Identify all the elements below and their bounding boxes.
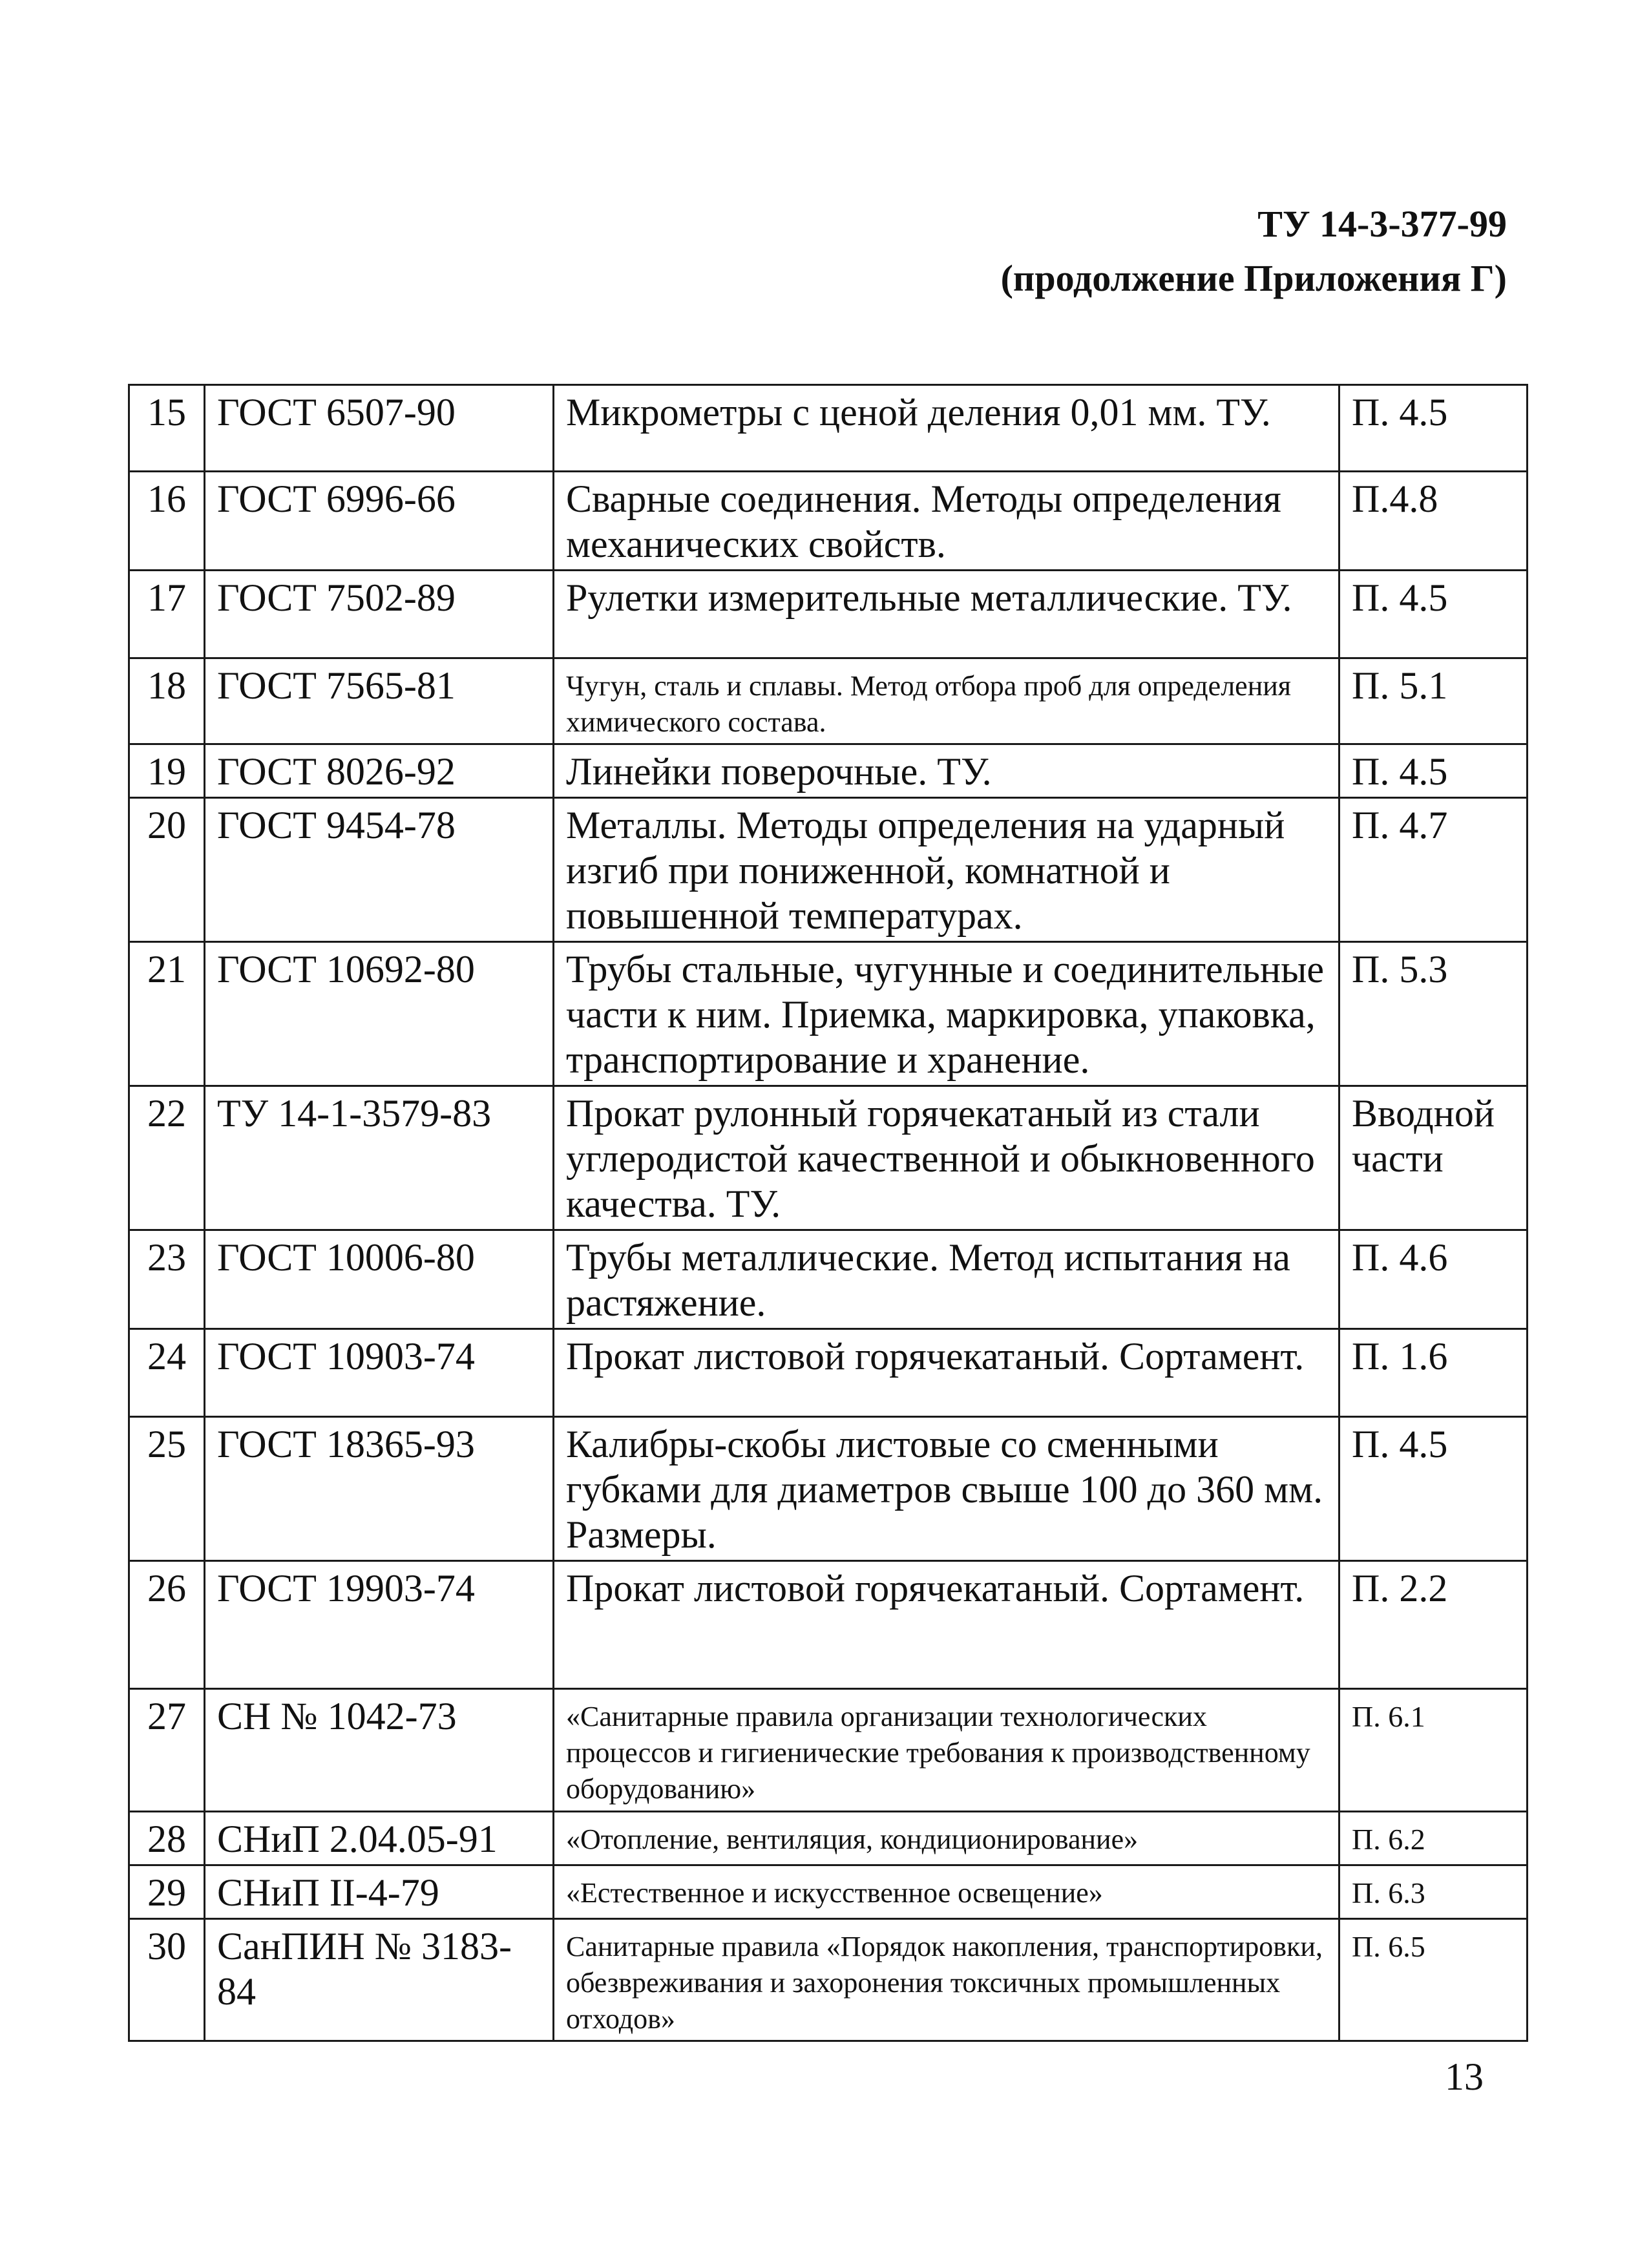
document-code-cell: ГОСТ 10692-80 [205, 942, 554, 1086]
table-row [129, 744, 1528, 798]
document-title-cell: Линейки поверочные. ТУ. [554, 744, 1339, 798]
table-row [129, 1865, 1528, 1919]
row-number: 16 [129, 472, 205, 571]
table-row [129, 658, 1528, 744]
document-code-cell: ТУ 14-1-3579-83 [205, 1086, 554, 1230]
document-code-cell: ГОСТ 10006-80 [205, 1230, 554, 1329]
clause-reference-cell: П. 4.5 [1339, 571, 1528, 658]
clause-reference-cell: П. 5.1 [1339, 658, 1528, 744]
clause-reference-cell: Вводной части [1339, 1086, 1528, 1230]
clause-reference-cell: П. 1.6 [1339, 1329, 1528, 1417]
document-code-cell: ГОСТ 19903-74 [205, 1561, 554, 1689]
table-row [129, 1812, 1528, 1865]
page-number: 13 [1445, 2055, 1484, 2098]
row-number: 23 [129, 1230, 205, 1329]
document-title-cell: Металлы. Методы определения на ударный изгиб при пониженной, комнатной и повышенной температурах. [554, 798, 1339, 942]
document-code-cell: СНиП 2.04.05-91 [205, 1812, 554, 1865]
table-row [129, 1086, 1528, 1230]
document-code-cell: СанПИН № 3183-84 [205, 1919, 554, 2041]
table-row [129, 472, 1528, 571]
document-title-cell: Сварные соединения. Методы определения механических свойств. [554, 472, 1339, 571]
document-title-cell: Прокат листовой горячекатаный. Сортамент. [554, 1561, 1339, 1689]
clause-reference-cell: П. 4.6 [1339, 1230, 1528, 1329]
document-code-cell: ГОСТ 18365-93 [205, 1417, 554, 1561]
document-title-cell: «Отопление, вентиляция, кондиционирование» [554, 1812, 1339, 1865]
document-title-cell: Калибры-скобы листовые со сменными губками для диаметров свыше 100 до 360 мм. Размеры. [554, 1417, 1339, 1561]
row-number: 20 [129, 798, 205, 942]
clause-reference-cell: П. 4.7 [1339, 798, 1528, 942]
table-row [129, 942, 1528, 1086]
clause-reference-cell: П. 4.5 [1339, 385, 1528, 472]
table-row [129, 385, 1528, 472]
row-number: 19 [129, 744, 205, 798]
clause-reference-cell: П. 6.1 [1339, 1689, 1528, 1812]
clause-reference-cell: П. 2.2 [1339, 1561, 1528, 1689]
table-row [129, 1329, 1528, 1417]
document-code-cell: ГОСТ 7502-89 [205, 571, 554, 658]
document-code: ТУ 14-3-377-99 [1257, 203, 1507, 245]
document-code-cell: ГОСТ 6996-66 [205, 472, 554, 571]
document-code-cell: ГОСТ 9454-78 [205, 798, 554, 942]
document-code-cell: ГОСТ 7565-81 [205, 658, 554, 744]
document-title-cell: Микрометры с ценой деления 0,01 мм. ТУ. [554, 385, 1339, 472]
row-number: 27 [129, 1689, 205, 1812]
clause-reference-cell: П. 6.2 [1339, 1812, 1528, 1865]
document-subtitle: (продолжение Приложения Г) [1000, 257, 1507, 299]
row-number: 15 [129, 385, 205, 472]
document-title-cell: Рулетки измерительные металлические. ТУ. [554, 571, 1339, 658]
table-row [129, 1230, 1528, 1329]
clause-reference-cell: П. 6.5 [1339, 1919, 1528, 2041]
row-number: 22 [129, 1086, 205, 1230]
row-number: 21 [129, 942, 205, 1086]
document-code-cell: СН № 1042-73 [205, 1689, 554, 1812]
document-title-cell: Трубы металлические. Метод испытания на растяжение. [554, 1230, 1339, 1329]
normative-references-table [128, 384, 1528, 2042]
document-code-cell: ГОСТ 6507-90 [205, 385, 554, 472]
document-title-cell: Прокат рулонный горячекатаный из стали углеродистой качественной и обыкновенного качества. ТУ. [554, 1086, 1339, 1230]
table-row [129, 1561, 1528, 1689]
row-number: 30 [129, 1919, 205, 2041]
clause-reference-cell: П. 4.5 [1339, 744, 1528, 798]
clause-reference-cell: П. 4.5 [1339, 1417, 1528, 1561]
document-code-cell: ГОСТ 8026-92 [205, 744, 554, 798]
document-header [1001, 197, 1507, 306]
row-number: 28 [129, 1812, 205, 1865]
clause-reference-cell: П. 5.3 [1339, 942, 1528, 1086]
row-number: 25 [129, 1417, 205, 1561]
document-title-cell: Трубы стальные, чугунные и соединительные части к ним. Приемка, маркировка, упаковка, транспортирование и хранение. [554, 942, 1339, 1086]
document-code-cell: ГОСТ 10903-74 [205, 1329, 554, 1417]
table-row [129, 1919, 1528, 2041]
document-code-cell: СНиП II-4-79 [205, 1865, 554, 1919]
row-number: 24 [129, 1329, 205, 1417]
table-row [129, 1689, 1528, 1812]
document-title-cell: Санитарные правила «Порядок накопления, транспортировки, обезвреживания и захоронения токсичных промышленных отходов» [554, 1919, 1339, 2041]
table-row [129, 1417, 1528, 1561]
row-number: 29 [129, 1865, 205, 1919]
document-title-cell: Прокат листовой горячекатаный. Сортамент. [554, 1329, 1339, 1417]
table-row [129, 571, 1528, 658]
row-number: 18 [129, 658, 205, 744]
document-title-cell: «Естественное и искусственное освещение» [554, 1865, 1339, 1919]
clause-reference-cell: П. 6.3 [1339, 1865, 1528, 1919]
clause-reference-cell: П.4.8 [1339, 472, 1528, 571]
document-title-cell: «Санитарные правила организации технологических процессов и гигиенические требования к производственному оборудованию» [554, 1689, 1339, 1812]
row-number: 17 [129, 571, 205, 658]
row-number: 26 [129, 1561, 205, 1689]
document-title-cell: Чугун, сталь и сплавы. Метод отбора проб для определения химического состава. [554, 658, 1339, 744]
table-row [129, 798, 1528, 942]
